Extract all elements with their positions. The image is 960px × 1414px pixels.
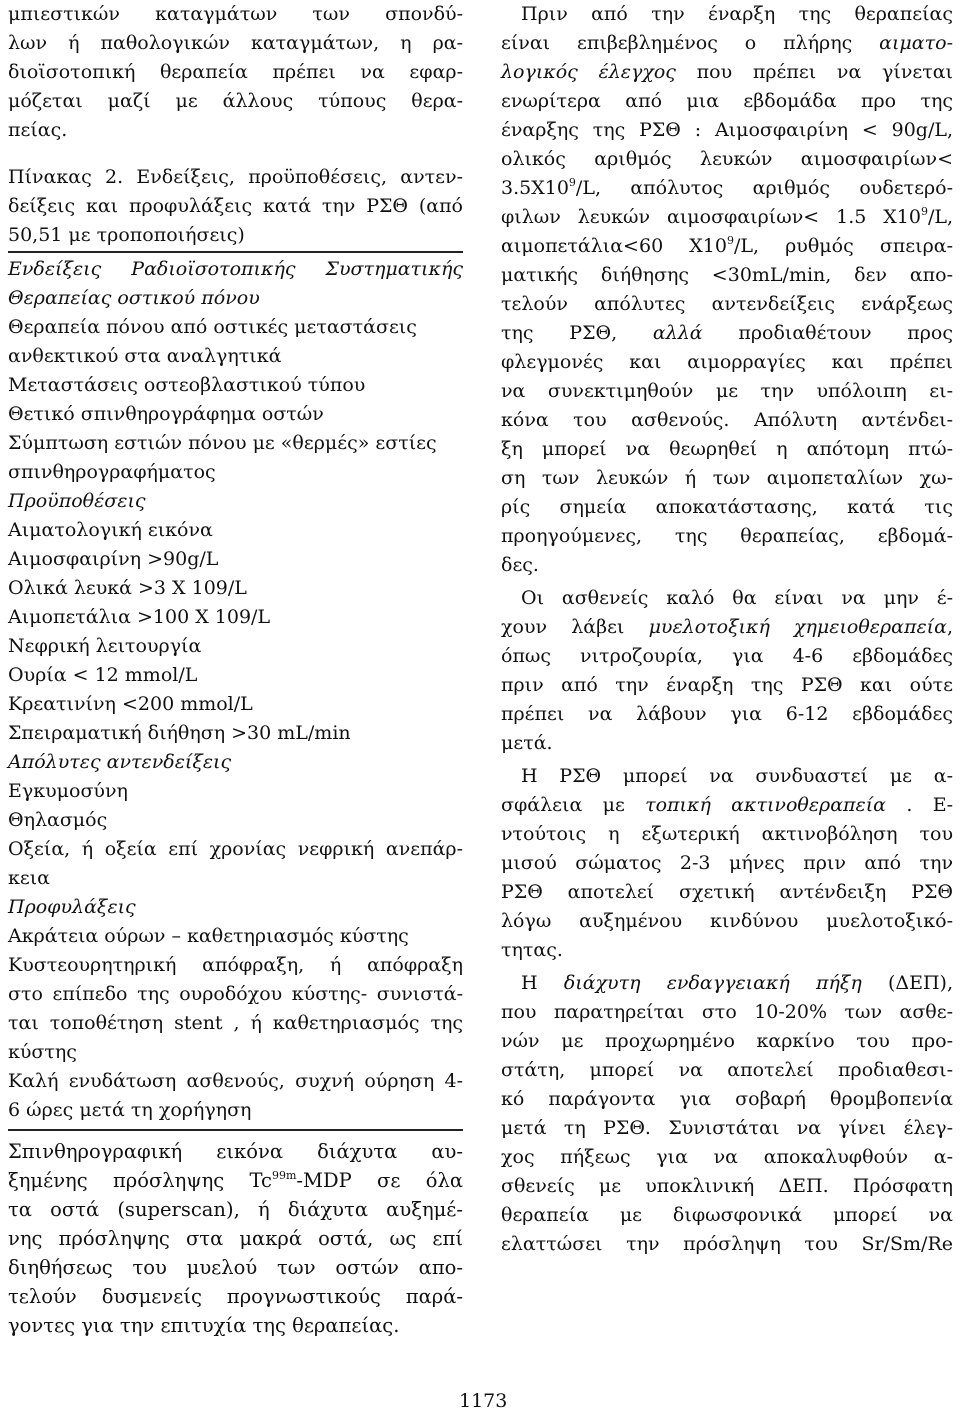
italic-span: αλλά bbox=[652, 322, 703, 344]
text-line: ΡΣΘ αποτελεί σχετική αντένδειξη ΡΣΘ bbox=[501, 881, 953, 903]
text-line: τελούν δυσμενείς προγνωστικούς παρά- bbox=[8, 1285, 463, 1308]
text-line: όπως νιτροζουρία, για 4-6 εβδομάδες bbox=[501, 645, 953, 667]
text-span: φιλων λευκών αιμοσφαιρίων< 1.5 X10 bbox=[501, 206, 921, 228]
superscript: 9 bbox=[568, 176, 576, 189]
list-item: Σπειραματική διήθηση >30 mL/min bbox=[8, 722, 351, 744]
list-item: σπινθηρογραφήματος bbox=[8, 461, 216, 483]
paragraph-dic bbox=[501, 969, 953, 1259]
text-line: φλεγμονές και αιμορραγίες και πρέπει bbox=[501, 351, 953, 373]
list-item: Μεταστάσεις οστεοβλαστικού τύπου bbox=[8, 374, 366, 396]
list-item: Αιματολογική εικόνα bbox=[8, 519, 213, 541]
right-column bbox=[501, 0, 953, 1259]
list-item: Νεφρική λειτουργία bbox=[8, 635, 202, 657]
indications-section bbox=[8, 255, 463, 487]
prerequisites-section bbox=[8, 487, 463, 748]
text-span: . Ε- bbox=[886, 794, 953, 816]
list-item: Αιμοσφαιρίνη >90g/L bbox=[8, 548, 219, 570]
list-item: Κυστεουρητηρική απόφραξη, ή απόφραξη bbox=[8, 954, 463, 976]
precautions-section bbox=[8, 893, 463, 1125]
list-item: Ουρία < 12 mmol/L bbox=[8, 664, 198, 686]
text-line bbox=[501, 203, 953, 232]
text-line bbox=[501, 319, 953, 348]
text-line: θεραπεία με διφωσφονικά μπορεί να bbox=[501, 1204, 953, 1226]
section-title: Απόλυτες αντενδείξεις bbox=[8, 751, 232, 773]
paragraph-radiotherapy bbox=[501, 762, 953, 965]
list-item: 6 ώρες μετά τη χορήγηση bbox=[8, 1099, 252, 1121]
text-line: ντούτοις η εξωτερική ακτινοβόληση του bbox=[501, 823, 953, 845]
text-span: της ΡΣΘ, bbox=[501, 322, 653, 344]
list-item: Κρεατινίνη <200 mmol/L bbox=[8, 693, 253, 715]
list-item: ται τοποθέτηση stent , ή καθετηριασμός της bbox=[8, 1012, 463, 1034]
text-line: ση των λευκών ή των αιμοπεταλίων χω- bbox=[501, 467, 953, 489]
page-number: 1173 bbox=[459, 1390, 508, 1412]
text-line: να συνεκτιμηθούν με την υπόλοιπη ει- bbox=[501, 380, 953, 402]
text-line: λων ή παθολογικών καταγμάτων, η ρα- bbox=[8, 32, 463, 54]
text-line: πριν από την έναρξη της ΡΣΘ και ούτε bbox=[501, 674, 953, 696]
text-span: σφάλεια με bbox=[501, 794, 646, 816]
text-line: ματικής διήθησης <30mL/min, δεν απο- bbox=[501, 264, 953, 286]
text-line bbox=[501, 29, 953, 58]
text-line: νης πρόσληψης στα μακρά οστά, ως επί bbox=[8, 1227, 463, 1250]
text-span: αιμοπετάλια<60 X10 bbox=[501, 235, 727, 257]
text-line: νών με προχωρημένο καρκίνο του προ- bbox=[501, 1030, 953, 1052]
text-span: Η bbox=[521, 972, 564, 994]
text-line bbox=[8, 1166, 463, 1195]
text-line: τητας. bbox=[501, 939, 563, 961]
text-line: ολικός αριθμός λευκών αιμοσφαιρίων< bbox=[501, 148, 953, 170]
list-item: Θετικό σπινθηρογράφημα οστών bbox=[8, 403, 324, 425]
text-line: Οι ασθενείς καλό θα είναι να μην έ- bbox=[521, 587, 953, 609]
contraindications-section bbox=[8, 748, 463, 893]
table-2 bbox=[8, 253, 463, 1125]
text-line: λόγω αυξημένου κινδύνου μυελοτοξικό- bbox=[501, 910, 953, 932]
section-title: Θεραπείας οστικού πόνου bbox=[8, 287, 260, 309]
text-line bbox=[501, 174, 953, 203]
text-line: σθενείς με υποκλινική ΔΕΠ. Πρόσφατη bbox=[501, 1175, 953, 1197]
text-span: (ΔΕΠ), bbox=[861, 972, 953, 994]
text-line: διοϊσοτοπική θεραπεία πρέπει να εφαρ- bbox=[8, 61, 463, 83]
table-caption bbox=[8, 163, 463, 250]
text-span: χουν λάβει bbox=[501, 616, 649, 638]
text-line bbox=[501, 791, 953, 820]
section-title: Προφυλάξεις bbox=[8, 896, 136, 918]
text-line: έναρξης της ΡΣΘ : Αιμοσφαιρίνη < 90g/L, bbox=[501, 119, 953, 141]
text-line: ελαττώσει την πρόσληψη του Sr/Sm/Re bbox=[501, 1233, 953, 1255]
list-item: στο επίπεδο της ουροδόχου κύστης- συνιστά- bbox=[8, 983, 463, 1005]
text-line: πρέπει να λάβουν για 6-12 εβδομάδες bbox=[501, 703, 953, 725]
text-line: ενωρίτερα από μια εβδομάδα προ της bbox=[501, 90, 953, 112]
text-line: μισού σώματος 2-3 μήνες πριν από την bbox=[501, 852, 953, 874]
text-span: /L, bbox=[927, 206, 953, 228]
text-line: τα οστά (superscan), ή διάχυτα αυξημέ- bbox=[8, 1198, 463, 1221]
caption-line: 50,51 με τροποποιήσεις) bbox=[8, 224, 245, 246]
italic-span: αιματο- bbox=[879, 32, 953, 54]
text-line: Η ΡΣΘ μπορεί να συνδυαστεί με α- bbox=[521, 765, 953, 787]
caption-line: Πίνακας 2. Ενδείξεις, προϋποθέσεις, αντεν- bbox=[8, 166, 463, 188]
text-span: 3.5X10 bbox=[501, 177, 569, 199]
list-item: Ολικά λευκά >3 X 109/L bbox=[8, 577, 247, 599]
italic-span: μυελοτοξική χημειοθεραπεία bbox=[648, 616, 947, 638]
section-title: Προϋποθέσεις bbox=[8, 490, 146, 512]
text-line bbox=[501, 613, 953, 642]
text-line: γοντες για την επιτυχία της θεραπείας. bbox=[8, 1314, 400, 1337]
text-line: στάτη, μπορεί να αποτελεί προδιαθεσι- bbox=[501, 1059, 953, 1081]
text-line: κόνα του ασθενούς. Απόλυτη αντένδει- bbox=[501, 409, 953, 431]
text-span: , bbox=[946, 616, 953, 638]
text-line: διηθήσεως του μυελού των οστών απο- bbox=[8, 1256, 463, 1279]
caption-line: δείξεις και προφυλάξεις κατά την ΡΣΘ (από bbox=[8, 195, 463, 217]
italic-span: τοπική ακτινοθεραπεία bbox=[645, 794, 887, 816]
list-item: κύστης bbox=[8, 1041, 77, 1063]
superscan-paragraph bbox=[8, 1131, 463, 1340]
paragraph-blood-tests bbox=[501, 0, 953, 580]
list-item: Οξεία, ή οξεία επί χρονίας νεφρική ανεπάρ- bbox=[8, 838, 463, 860]
text-span: /L, απόλυτος αριθμός ουδετερό- bbox=[575, 177, 953, 199]
superscript: 9 bbox=[920, 205, 928, 218]
text-span: /L, ρυθμός σπειρα- bbox=[733, 235, 953, 257]
text-span: προδιαθέτουν προς bbox=[702, 322, 954, 344]
text-line: δες. bbox=[501, 554, 539, 576]
text-span: που πρέπει να γίνεται bbox=[675, 61, 954, 83]
superscript: 9 bbox=[726, 234, 734, 247]
text-line: χος πήξεως για να αποκαλυφθούν α- bbox=[501, 1146, 953, 1168]
text-line: πείας. bbox=[8, 119, 68, 141]
text-line: προηγούμενες, της θεραπείας, εβδομά- bbox=[501, 525, 953, 547]
list-item: κεια bbox=[8, 867, 50, 889]
intro-paragraph-end bbox=[8, 0, 463, 145]
text-line: ρίς σημεία αποκατάστασης, κατά τις bbox=[501, 496, 953, 518]
list-item: Θηλασμός bbox=[8, 809, 108, 831]
list-item: Σύμπτωση εστιών πόνου με «θερμές» εστίες bbox=[8, 432, 437, 454]
italic-span: λογικός έλεγχος bbox=[501, 61, 676, 83]
text-line: μετά. bbox=[501, 732, 553, 754]
text-line: μόζεται μαζί με άλλους τύπους θερα- bbox=[8, 90, 463, 112]
text-line: κό παράγοντα για σοβαρή θρομβοπενία bbox=[501, 1088, 953, 1110]
text-line bbox=[501, 969, 953, 998]
text-span: -MDP σε όλα bbox=[296, 1169, 463, 1192]
text-span: είναι επιβεβλημένος ο πλήρης bbox=[501, 32, 880, 54]
list-item: Θεραπεία πόνου από οστικές μεταστάσεις bbox=[8, 316, 417, 338]
left-column bbox=[8, 0, 463, 1340]
italic-span: διάχυτη ενδαγγειακή πήξη bbox=[563, 972, 862, 994]
text-line: Σπινθηρογραφική εικόνα διάχυτα αυ- bbox=[8, 1140, 463, 1163]
text-line: μετά τη ΡΣΘ. Συνιστάται να γίνει έλεγ- bbox=[501, 1117, 953, 1139]
text-line: μπιεστικών καταγμάτων των σπονδύ- bbox=[8, 3, 463, 25]
text-line bbox=[501, 58, 953, 87]
text-line: τελούν απόλυτες αντενδείξεις ενάρξεως bbox=[501, 293, 953, 315]
text-line: Πριν από την έναρξη της θεραπείας bbox=[521, 3, 953, 25]
paragraph-chemotherapy bbox=[501, 584, 953, 758]
section-title: Ενδείξεις Ραδιοϊσοτοπικής Συστηματικής bbox=[8, 258, 463, 280]
list-item: Καλή ενυδάτωση ασθενούς, συχνή ούρηση 4- bbox=[8, 1070, 463, 1092]
text-line: ξη μπορεί να θεωρηθεί η απότομη πτώ- bbox=[501, 438, 953, 460]
superscript: 99m bbox=[271, 1169, 297, 1182]
text-line: που παρατηρείται στο 10-20% των ασθε- bbox=[501, 1001, 953, 1023]
text-span: ξημένης πρόσληψης Tc bbox=[8, 1169, 272, 1192]
text-line bbox=[501, 232, 953, 261]
list-item: Εγκυμοσύνη bbox=[8, 780, 128, 802]
list-item: Ακράτεια ούρων – καθετηριασμός κύστης bbox=[8, 925, 409, 947]
list-item: Αιμοπετάλια >100 X 109/L bbox=[8, 606, 271, 628]
list-item: ανθεκτικού στα αναλγητικά bbox=[8, 345, 282, 367]
